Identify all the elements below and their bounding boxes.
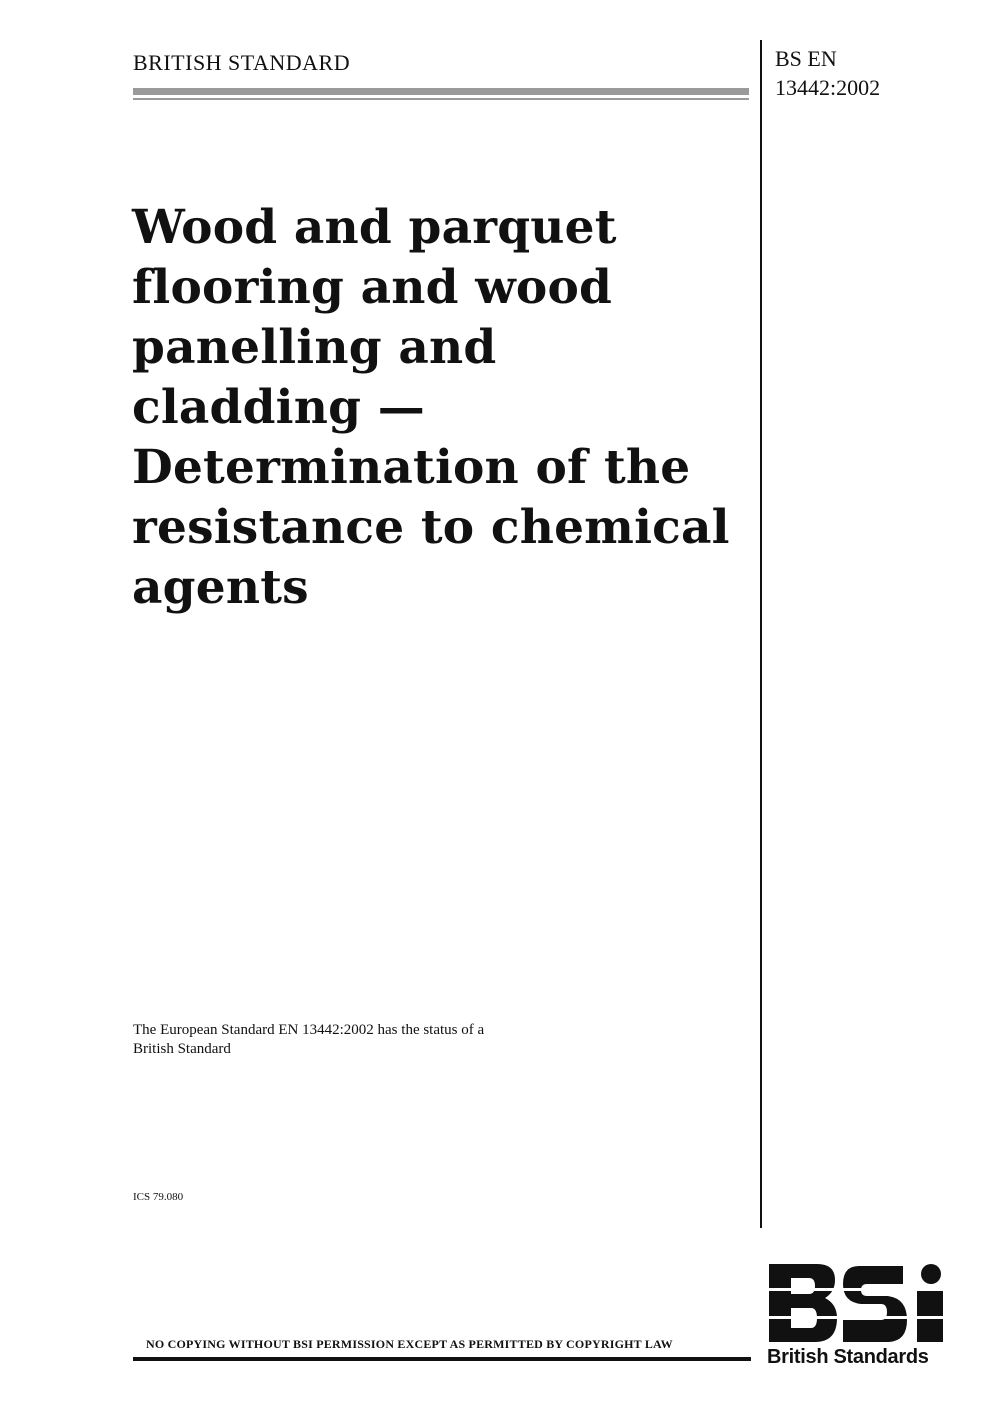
title-line: cladding — [132,380,425,435]
vertical-divider [760,40,762,1228]
title-line: resistance to chemical [132,500,730,555]
document-title [132,198,742,618]
bsi-logo-caption: British Standards [767,1346,929,1368]
header-label: BRITISH STANDARD [133,50,351,75]
status-note-line1: The European Standard EN 13442:2002 has the status of a [133,1022,485,1038]
footer-rule [133,1357,751,1361]
standard-number [775,44,880,102]
header-rule-thin [133,98,749,100]
title-line: Determination of the [132,440,691,495]
title-line: Wood and parquet [132,200,617,255]
standard-number-line2: 13442:2002 [775,75,881,100]
bsi-logo-mark [765,1262,945,1344]
status-note [133,1021,613,1059]
header-rule-thick [133,88,749,95]
title-line: agents [132,560,309,615]
title-line: flooring and wood [132,260,613,315]
status-note-line2: British Standard [133,1041,231,1057]
copyright-notice: NO COPYING WITHOUT BSI PERMISSION EXCEPT AS PERMITTED BY COPYRIGHT LAW [146,1337,673,1351]
title-line: panelling and [132,320,497,375]
ics-code: ICS 79.080 [133,1191,184,1203]
standard-number-line1: BS EN [775,46,837,71]
